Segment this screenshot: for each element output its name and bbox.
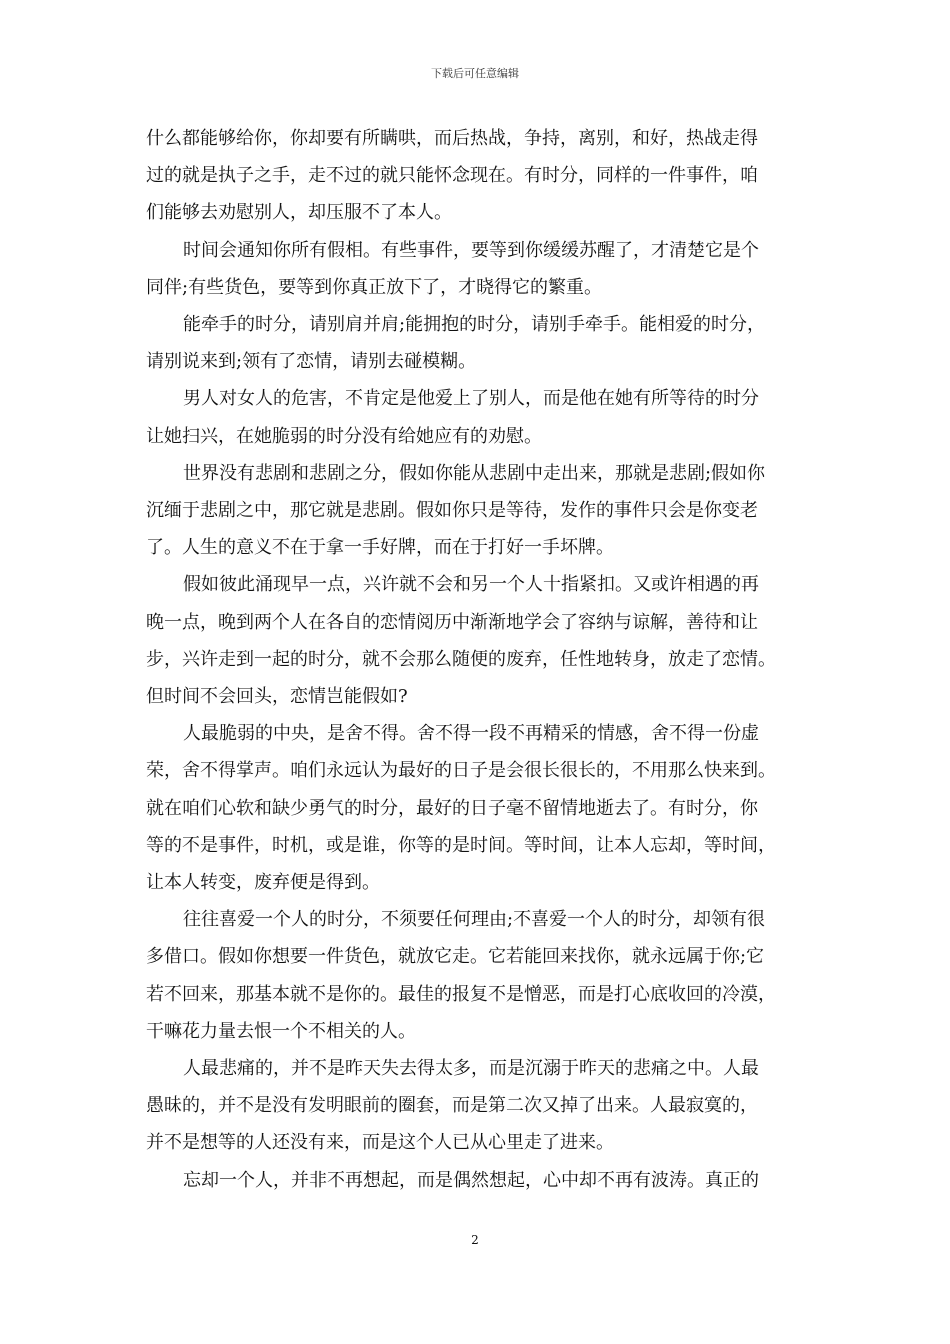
text-line: 往往喜爱一个人的时分，不须要任何理由;不喜爱一个人的时分，却领有很 [183, 909, 766, 931]
text-line: 沉缅于悲剧之中，那它就是悲剧。假如你只是等待，发作的事件只会是你变老 [146, 500, 758, 522]
text-line: 过的就是执子之手，走不过的就只能怀念现在。有时分，同样的一件事件，咱 [146, 165, 758, 187]
text-line: 但时间不会回头，恋情岂能假如? [146, 686, 408, 708]
text-line: 男人对女人的危害，不肯定是他爱上了别人，而是他在她有所等待的时分 [183, 388, 759, 410]
page-number: 2 [471, 1233, 479, 1247]
text-line: 能牵手的时分，请别肩并肩;能拥抱的时分，请别手牵手。能相爱的时分， [183, 314, 766, 336]
text-line: 多借口。假如你想要一件货色，就放它走。它若能回来找你，就永远属于你;它 [146, 946, 765, 968]
text-line: 若不回来，那基本就不是你的。最佳的报复不是憎恶，而是打心底收回的冷漠， [146, 983, 776, 1005]
text-line: 了。人生的意义不在于拿一手好牌，而在于打好一手坏牌。 [146, 537, 614, 559]
text-line: 假如彼此涌现早一点，兴许就不会和另一个人十指紧扣。又或许相遇的再 [183, 574, 759, 596]
text-line: 干嘛花力量去恨一个不相关的人。 [146, 1020, 416, 1042]
text-line: 人最悲痛的，并不是昨天失去得太多，而是沉溺于昨天的悲痛之中。人最 [183, 1058, 759, 1080]
text-line: 就在咱们心软和缺少勇气的时分，最好的日子毫不留情地逝去了。有时分，你 [146, 797, 758, 819]
text-line: 晚一点，晚到两个人在各自的恋情阅历中渐渐地学会了容纳与谅解，善待和让 [146, 611, 758, 633]
text-line: 忘却一个人，并非不再想起，而是偶然想起，心中却不再有波涛。真正的 [183, 1169, 759, 1191]
text-line: 世界没有悲剧和悲剧之分，假如你能从悲剧中走出来，那就是悲剧;假如你 [183, 462, 766, 484]
text-line: 步，兴许走到一起的时分，就不会那么随便的废弃，任性地转身，放走了恋情。 [146, 648, 776, 670]
page-header: 下载后可任意编辑 [431, 67, 519, 80]
text-line: 让她扫兴，在她脆弱的时分没有给她应有的劝慰。 [146, 425, 542, 447]
text-line: 什么都能够给你，你却要有所瞒哄，而后热战，争持，离别，和好，热战走得 [146, 128, 758, 149]
text-line: 同伴;有些货色，要等到你真正放下了，才晓得它的繁重。 [146, 276, 603, 298]
text-line: 愚昧的，并不是没有发明眼前的圈套，而是第二次又掉了出来。人最寂寞的， [146, 1095, 758, 1117]
text-line: 请别说来到;领有了恋情，请别去碰模糊。 [146, 351, 477, 373]
text-line: 荣，舍不得掌声。咱们永远认为最好的日子是会很长很长的，不用那么快来到。 [146, 760, 776, 782]
text-line: 并不是想等的人还没有来，而是这个人已从心里走了进来。 [146, 1132, 614, 1154]
text-line: 时间会通知你所有假相。有些事件，要等到你缓缓苏醒了，才清楚它是个 [183, 239, 759, 261]
text-line: 让本人转变，废弃便是得到。 [146, 872, 380, 894]
text-line: 们能够去劝慰别人，却压服不了本人。 [146, 202, 452, 224]
text-line: 等的不是事件，时机，或是谁，你等的是时间。等时间，让本人忘却，等时间， [146, 834, 776, 856]
document-body [146, 120, 822, 1199]
text-line: 人最脆弱的中央，是舍不得。舍不得一段不再精采的情感，舍不得一份虚 [183, 723, 759, 745]
